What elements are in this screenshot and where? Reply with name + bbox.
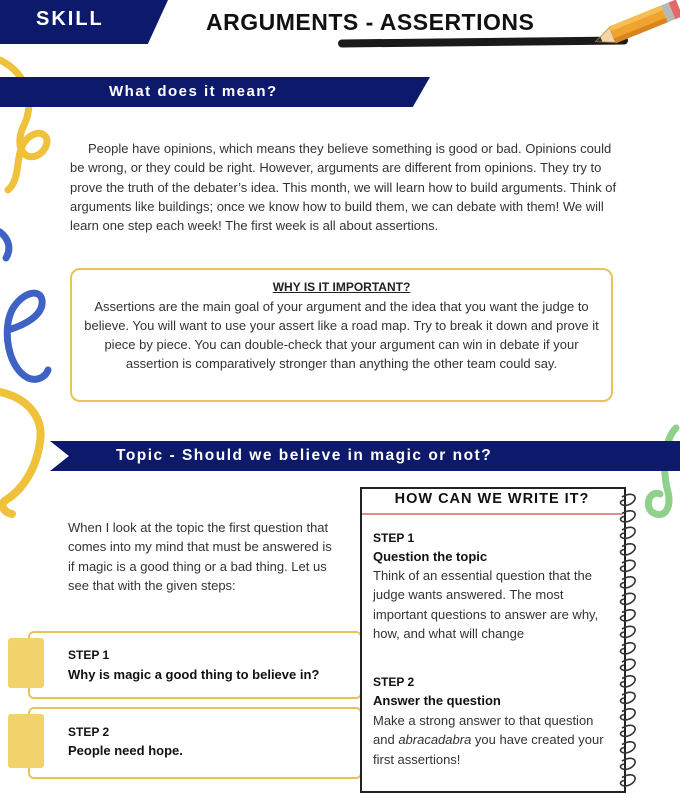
green-doodle [648, 428, 676, 515]
page-title: ARGUMENTS - ASSERTIONS [206, 9, 535, 35]
spiral-ring [621, 775, 636, 786]
step-card-1 [28, 631, 362, 699]
notebook-step2-body-prefix: Make a strong answer to that question and [373, 713, 594, 748]
spiral-ring [621, 709, 636, 720]
section-banner-meaning-text: What does it mean? [109, 83, 278, 100]
binder-clip-icon [8, 714, 44, 768]
yellow-doodle-bottom [0, 392, 41, 514]
blue-doodle-mark [0, 232, 9, 258]
why-important-body: Assertions are the main goal of your argument and the idea that you want the judge to believe. You will want to use your assert like a road map. Try to break it down and prove it piece by piece. You can double-check that your argument can win in debate if your assertion is comparatively stronger than anything the other team could say. [84, 299, 599, 371]
skill-label: SKILL [36, 8, 104, 30]
step-card-1-label: STEP 1 [68, 648, 110, 662]
spiral-ring [621, 659, 636, 670]
step-card-2-label: STEP 2 [68, 725, 110, 739]
spiral-ring [621, 742, 636, 753]
spiral-ring [621, 626, 636, 637]
notebook-step2-label: STEP 2 [373, 675, 415, 689]
intro-paragraph: People have opinions, which means they believe something is good or bad. Opinions could be wrong, or they could be right. However, arguments are different from opinions. They try to prove the truth of the debater’s idea. This month, we will learn how to build arguments. Think of arguments like buildings; once we know how to build them, we can debate with them! We will learn one step each week! The first week is all about assertions. [70, 141, 617, 234]
spiral-ring [621, 527, 636, 538]
notebook-step2-subtitle: Answer the question [373, 693, 501, 708]
notebook-step2-body-emphasis: abracadabra [398, 732, 472, 748]
notebook-red-line [362, 513, 622, 515]
binder-clip-icon [8, 638, 44, 688]
notebook-step1-body: Think of an essential question that the judge wants answered. The most important questions to answer are why, how, and what will change [373, 568, 599, 641]
spiral-ring [621, 758, 636, 769]
topic-paragraph: When I look at the topic the first question that comes into my mind that must be answered is if magic is a good thing or a bad thing. Let us see that with the given steps: [68, 520, 332, 593]
spiral-ring [621, 511, 636, 522]
spiral-ring [621, 593, 636, 604]
blue-doodle-e [7, 293, 48, 379]
step-card-2-text: People need hope. [68, 743, 183, 758]
spiral-binding-icon [614, 487, 644, 792]
notebook-step2-body [373, 711, 617, 769]
notebook-step1-label: STEP 1 [373, 531, 415, 545]
spiral-ring [621, 692, 636, 703]
step-card-1-text: Why is magic a good thing to believe in? [68, 667, 320, 682]
notebook-step1-subtitle: Question the topic [373, 549, 488, 564]
notebook-heading: HOW CAN WE WRITE IT? [394, 491, 590, 507]
pencil-icon [588, 0, 680, 48]
notebook-step2-body-suffix: you have created your first assertions! [373, 732, 604, 767]
why-important-title: WHY IS IT IMPORTANT? [272, 280, 411, 294]
spiral-ring [621, 725, 636, 736]
spiral-ring [621, 643, 636, 654]
topic-banner-text: Topic - Should we believe in magic or not? [116, 447, 493, 464]
spiral-ring [621, 676, 636, 687]
spiral-ring [621, 560, 636, 571]
spiral-ring [621, 610, 636, 621]
spiral-ring [621, 577, 636, 588]
spiral-ring [621, 544, 636, 555]
spiral-ring [621, 494, 636, 505]
